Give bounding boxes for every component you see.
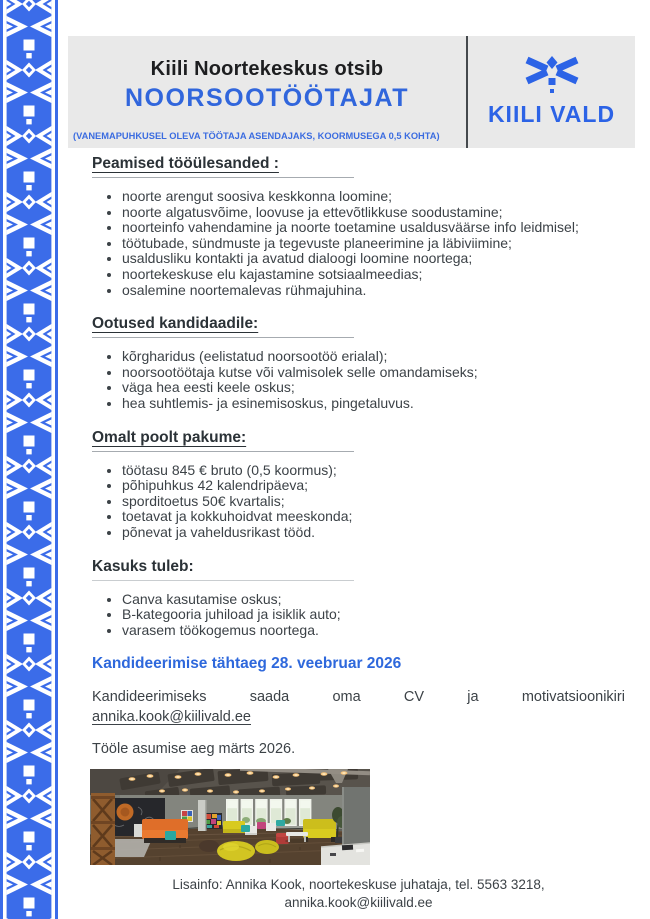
page-title: NOORSOOTÖÖTAJAT	[124, 83, 410, 112]
photo-desk	[321, 843, 370, 865]
header-title-block	[68, 36, 466, 148]
bullet-item: • noortekeskuse elu kajastamine sotsiaalmeedias;	[122, 267, 625, 283]
apply-word: saada	[249, 689, 290, 706]
bullet-item: • noorsootöötaja kutse või valmisolek selle omandamiseks;	[122, 365, 625, 381]
apply-word: CV	[403, 689, 425, 706]
photo-shelf	[91, 793, 115, 865]
subtitle: (VANEMAPUHKUSEL OLEVA TÖÖTAJA ASENDAJAKS, KOORMUSEGA 0,5 KOHTA)	[73, 131, 440, 141]
bullet-item: • töötubade, sündmuste ja tegevuste planeerimine ja läbiviimine;	[122, 236, 625, 252]
bullet-list	[92, 189, 625, 298]
bullet-item: • varasem töökogemus noortega.	[122, 623, 625, 639]
footer-line-1: Lisainfo: Annika Kook, noortekeskuse juhataja, tel. 5563 3218,	[172, 877, 545, 893]
photo-column	[198, 800, 206, 831]
bullet-item: • sporditoetus 50€ kvartalis;	[122, 494, 625, 510]
bullet-item: • osalemine noortemalevas rühmajuhina.	[122, 283, 625, 299]
bullet-list	[92, 592, 625, 639]
youth-center-photo	[90, 769, 370, 865]
apply-instructions	[92, 689, 625, 726]
section-peamised	[92, 155, 625, 298]
section-heading-rule	[92, 429, 354, 452]
section-heading-rule	[92, 155, 354, 178]
header-band	[68, 36, 635, 148]
bullet-item: • noorte arengut soosiva keskkonna loomine;	[122, 189, 625, 205]
apply-word: motivatsioonikiri	[521, 689, 625, 706]
apply-email-link[interactable]: annika.kook@kiilivald.ee	[92, 709, 251, 726]
section-heading: Omalt poolt pakume:	[92, 428, 247, 446]
bullet-list	[92, 349, 625, 411]
content-column	[92, 152, 625, 912]
apply-word: Kandideerimiseks	[92, 689, 207, 706]
application-deadline: Kandideerimise tähtaeg 28. veebruar 2026	[92, 655, 402, 673]
apply-word: oma	[332, 689, 361, 706]
bullet-list	[92, 463, 625, 541]
section-heading-rule	[92, 558, 354, 581]
start-date-note: Tööle asumise aeg märts 2026.	[92, 741, 296, 758]
bullet-item: • usaldusliku kontakti ja avatud dialoogi loomine noortega;	[122, 251, 625, 267]
bullet-item: • toetavat ja kokkuhoidvat meeskonda;	[122, 509, 625, 525]
pretitle: Kiili Noortekeskus otsib	[150, 57, 384, 80]
bullet-item: • põnevat ja vaheldusrikast tööd.	[122, 525, 625, 541]
section-kasuks	[92, 558, 625, 639]
apply-line	[92, 689, 625, 705]
bullet-item: • Canva kasutamise oskus;	[122, 592, 625, 608]
bullet-item: • noorte algatusvõime, loovuse ja ettevõtlikkuse soodustamine;	[122, 205, 625, 221]
logo-text: KIILI VALD	[487, 101, 616, 127]
bullet-item: • B-kategooria juhiload ja isiklik auto;	[122, 607, 625, 623]
logo	[468, 36, 635, 148]
apply-word: ja	[467, 689, 479, 706]
section-heading: Peamised tööülesanded :	[92, 155, 279, 172]
bullet-item: • töötasu 845 € bruto (0,5 koormus);	[122, 463, 625, 479]
bullet-item: • väga hea eesti keele oskus;	[122, 380, 625, 396]
bullet-item: • hea suhtlemis- ja esinemisoskus, pingetaluvus.	[122, 396, 625, 412]
section-heading: Ootused kandidaadile:	[92, 315, 259, 333]
bullet-item: • kõrgharidus (eelistatud noorsootöö erialal);	[122, 349, 625, 365]
footer-line-2: annika.kook@kiilivald.ee	[284, 895, 433, 911]
bullet-item: • noorteinfo vahendamine ja noorte toetamine usaldusväärse info leidmisel;	[122, 220, 625, 236]
footer-contact	[92, 876, 625, 912]
section-pakume	[92, 429, 625, 541]
section-ootused	[92, 315, 625, 411]
folk-pattern-border	[0, 0, 58, 919]
section-heading: Kasuks tuleb:	[92, 557, 194, 575]
dragonfly-icon	[519, 56, 585, 98]
bullet-item: • põhipuhkus 42 kalendripäeva;	[122, 478, 625, 494]
section-heading-rule	[92, 315, 354, 338]
